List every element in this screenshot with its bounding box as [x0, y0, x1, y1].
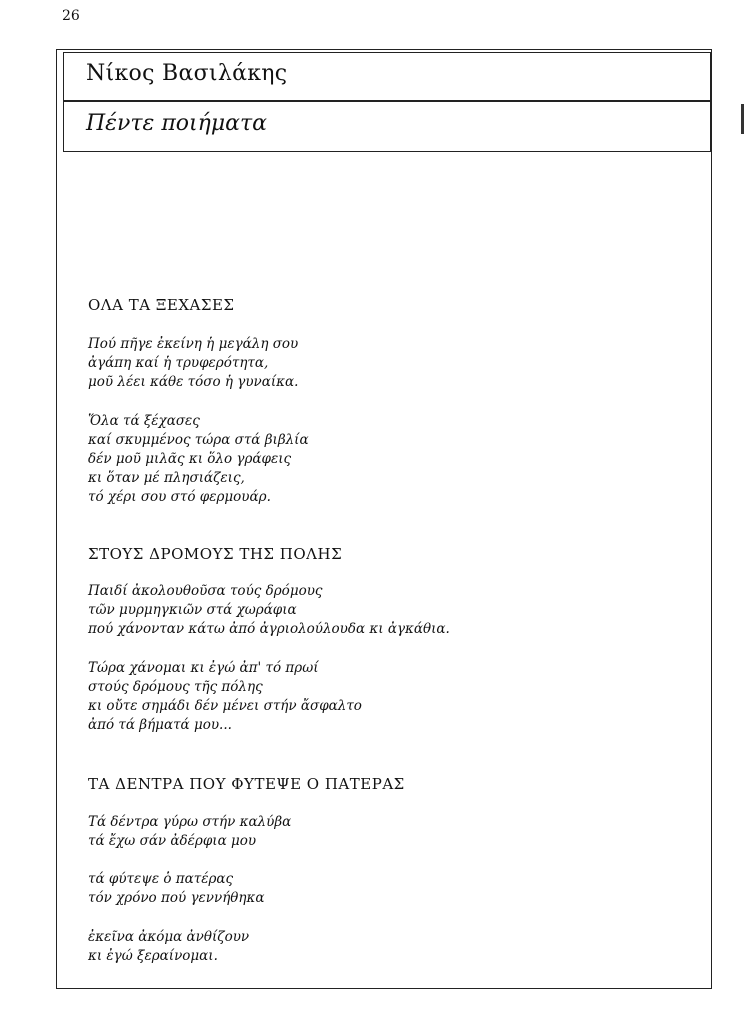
poem-stanza — [88, 870, 264, 908]
poem-title: ΟΛΑ ΤΑ ΞΕΧΑΣΕΣ — [88, 296, 235, 314]
poem-stanza — [88, 659, 362, 735]
verse-line: κι ὅταν μέ πλησιάζεις, — [88, 470, 245, 486]
poem-stanza — [88, 335, 298, 392]
verse-line: τό χέρι σου στό φερμουάρ. — [88, 489, 271, 505]
author-name: Νίκος Βασιλάκης — [86, 61, 288, 86]
poem-stanza — [88, 928, 249, 966]
verse-line: ἀπό τά βήματά μου... — [88, 717, 232, 733]
verse-line: κι ἐγώ ξεραίνομαι. — [88, 948, 218, 964]
verse-line: τά ἔχω σάν ἀδέρφια μου — [88, 833, 257, 849]
verse-line: κι οὔτε σημάδι δέν μένει στήν ἄσφαλτο — [88, 698, 362, 714]
poem-stanza — [88, 412, 309, 507]
poem-stanza — [88, 813, 291, 851]
page-number: 26 — [62, 8, 80, 24]
verse-line: δέν μοῦ μιλᾶς κι ὅλο γράφεις — [88, 451, 292, 467]
poem-stanza — [88, 582, 450, 639]
collection-title: Πέντε ποιήματα — [86, 111, 268, 136]
verse-line: στούς δρόμους τῆς πόλης — [88, 679, 263, 695]
author-header — [63, 52, 711, 101]
verse-line: Τώρα χάνομαι κι ἐγώ ἀπ' τό πρωί — [88, 660, 319, 676]
verse-line: ἀγάπη καί ἡ τρυφερότητα, — [88, 355, 269, 371]
poem-title: ΤΑ ΔΕΝΤΡΑ ΠΟΥ ΦΥΤΕΨΕ Ο ΠΑΤΕΡΑΣ — [88, 775, 405, 793]
verse-line: πού χάνονταν κάτω ἀπό ἀγριολούλουδα κι ἀγκάθια. — [88, 621, 450, 637]
verse-line: τόν χρόνο πού γεννήθηκα — [88, 890, 265, 906]
verse-line: Παιδί ἀκολουθοῦσα τούς δρόμους — [88, 583, 323, 599]
poem-title: ΣΤΟΥΣ ΔΡΟΜΟΥΣ ΤΗΣ ΠΟΛΗΣ — [88, 545, 343, 563]
verse-line: Πού πῆγε ἐκείνη ἡ μεγάλη σου — [88, 336, 299, 352]
verse-line: Τά δέντρα γύρω στήν καλύβα — [88, 814, 292, 830]
verse-line: τῶν μυρμηγκιῶν στά χωράφια — [88, 602, 297, 618]
verse-line: τά φύτεψε ὁ πατέρας — [88, 871, 234, 887]
verse-line: μοῦ λέει κάθε τόσο ἡ γυναίκα. — [88, 374, 299, 390]
verse-line: ἐκεῖνα ἀκόμα ἀνθίζουν — [88, 929, 250, 945]
verse-line: καί σκυμμένος τώρα στά βιβλία — [88, 432, 309, 448]
verse-line: Ὅλα τά ξέχασες — [88, 413, 200, 429]
collection-header — [63, 101, 711, 152]
